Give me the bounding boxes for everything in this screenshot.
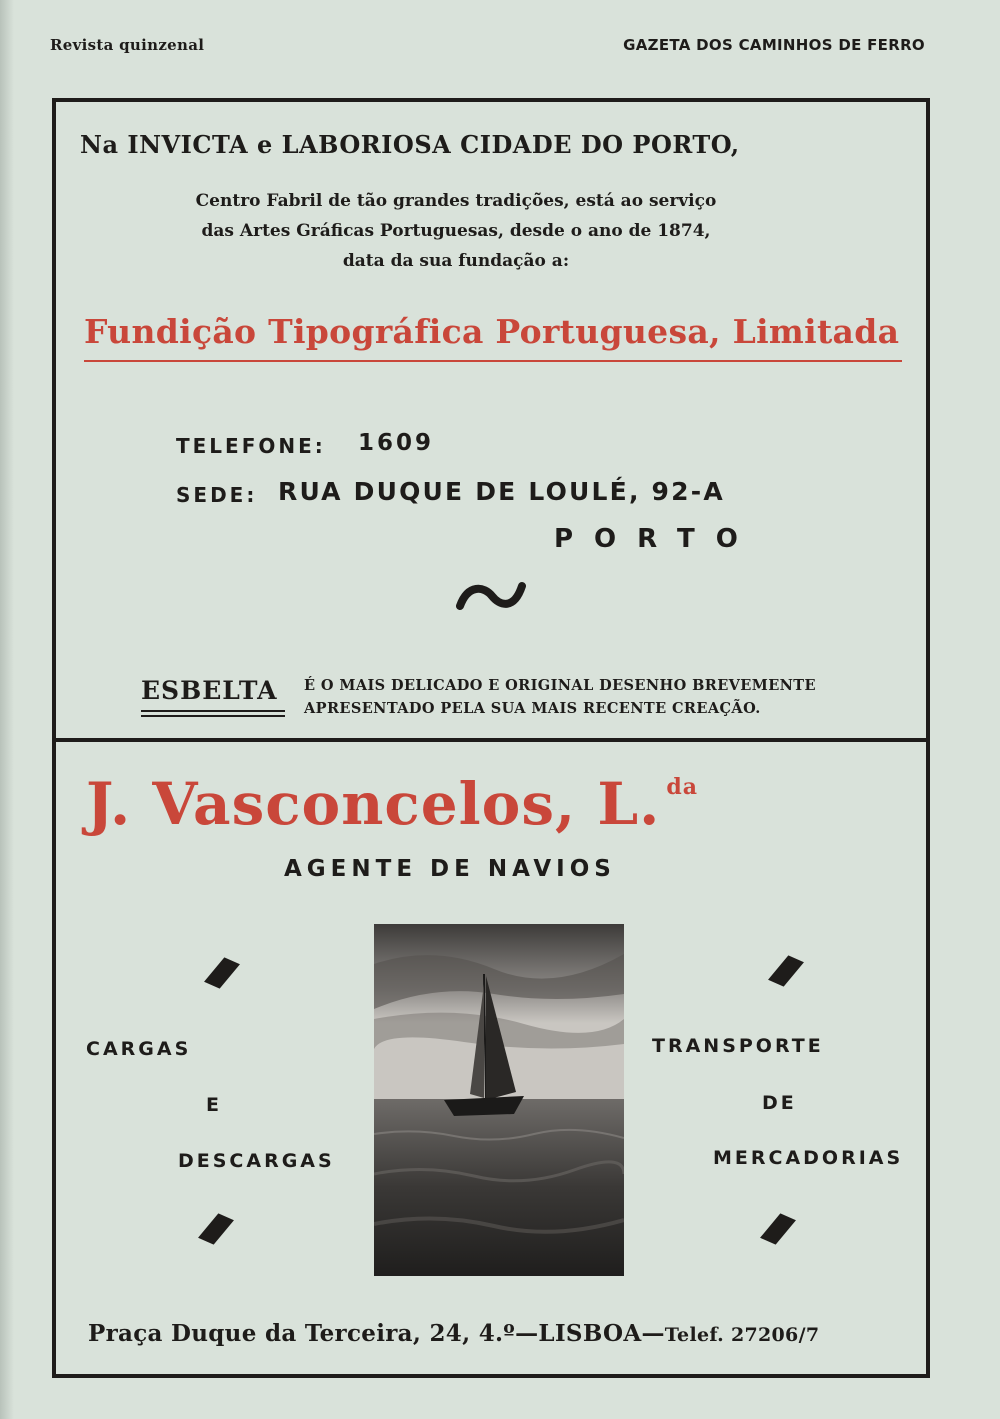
- running-head-right: GAZETA DOS CAMINHOS DE FERRO: [623, 36, 925, 54]
- agent-subtitle: AGENTE DE NAVIOS: [284, 856, 616, 882]
- description-line: APRESENTADO PELA SUA MAIS RECENTE CREAÇÃO.: [304, 700, 761, 717]
- section-divider: [56, 738, 926, 742]
- tilde-ornament-icon: [456, 580, 526, 614]
- agent-name-superscript: da: [666, 774, 698, 800]
- agent-name-text: J. Vasconcelos, L.: [86, 770, 661, 838]
- typeface-description: [304, 674, 856, 720]
- diamond-ornament-icon: [768, 955, 804, 986]
- sailboat-photo-image: [374, 924, 624, 1276]
- typeface-underline: [141, 710, 285, 712]
- service-word: MERCADORIAS: [713, 1147, 904, 1169]
- intro-line: das Artes Gráficas Portuguesas, desde o ano de 1874,: [201, 221, 711, 241]
- advertisement-frame: [52, 98, 930, 1378]
- diamond-ornament-icon: [198, 1213, 234, 1244]
- typeface-name: ESBELTA: [141, 676, 278, 705]
- ad-intro: [156, 186, 756, 276]
- intro-line: data da sua fundação a:: [342, 251, 570, 271]
- description-line: É O MAIS DELICADO E ORIGINAL DESENHO BREVEMENTE: [304, 677, 816, 694]
- address-label: SEDE:: [176, 483, 258, 507]
- service-word: DE: [762, 1092, 797, 1114]
- sailboat-photo: [374, 924, 624, 1276]
- agent-name: [86, 770, 698, 838]
- phone-value: 1609: [358, 430, 435, 456]
- city-name: PORTO: [554, 524, 759, 554]
- service-word: CARGAS: [86, 1038, 192, 1060]
- intro-line: Centro Fabril de tão grandes tradições, está ao serviço: [195, 191, 717, 211]
- typeface-underline: [141, 715, 285, 717]
- phone-label: TELEFONE:: [176, 434, 326, 458]
- service-word: E: [206, 1094, 222, 1116]
- diamond-ornament-icon: [760, 1213, 796, 1244]
- company-underline: [84, 360, 902, 362]
- agent-phone: Telef. 27206/7: [664, 1324, 820, 1346]
- agent-address: [88, 1320, 896, 1347]
- address-text: Praça Duque da Terceira, 24, 4.º—LISBOA—: [88, 1320, 665, 1347]
- address-value: RUA DUQUE DE LOULÉ, 92-A: [278, 477, 725, 506]
- company-name: Fundição Tipográfica Portuguesa, Limitada: [84, 312, 900, 351]
- service-word: TRANSPORTE: [652, 1035, 824, 1057]
- running-head-left: Revista quinzenal: [50, 36, 205, 54]
- ad-headline: Na INVICTA e LABORIOSA CIDADE DO PORTO,: [80, 130, 740, 159]
- diamond-ornament-icon: [204, 957, 240, 988]
- service-word: DESCARGAS: [178, 1150, 335, 1172]
